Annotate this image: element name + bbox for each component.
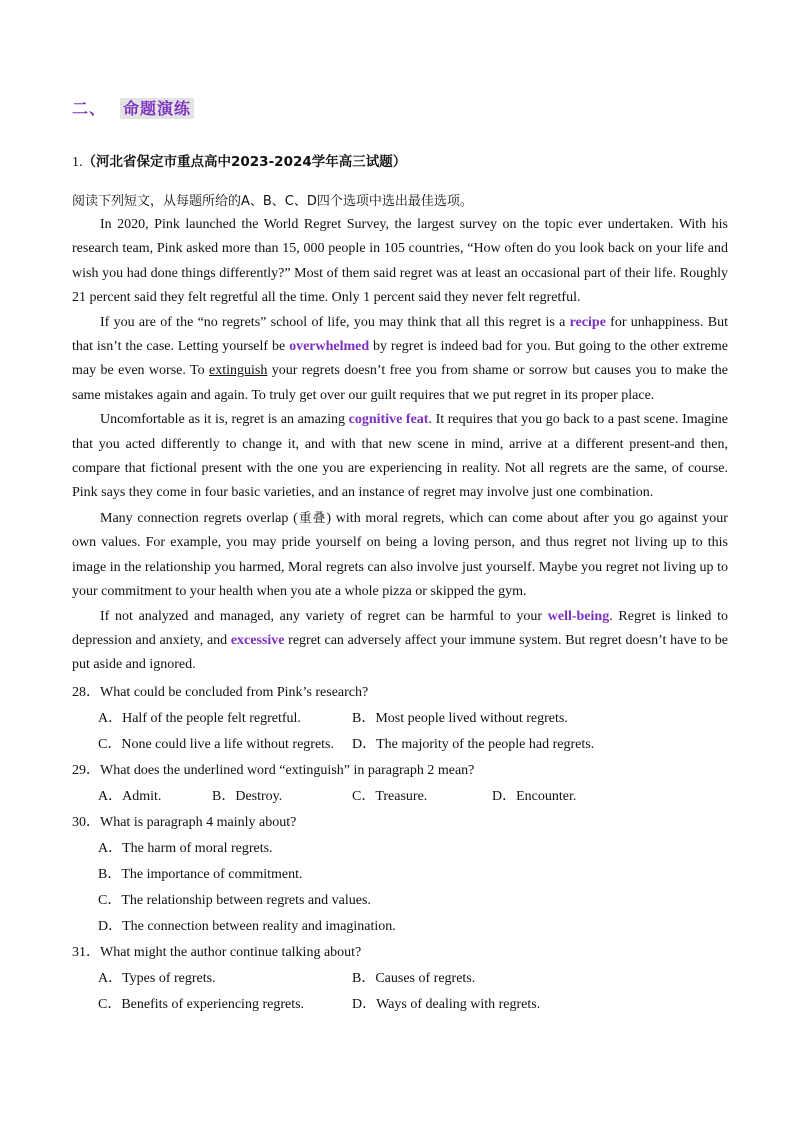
option-c[interactable]: C．Treasure.: [352, 789, 428, 804]
underlined-word: extinguish: [208, 363, 268, 379]
section-number: 二、: [72, 99, 107, 118]
option-row: [72, 992, 728, 1018]
option-row: [72, 888, 728, 914]
option-d[interactable]: D．The connection between reality and imagination.: [98, 919, 396, 934]
question-stem: 31．What might the author continue talking about?: [72, 945, 362, 960]
highlight-word: excessive: [230, 632, 285, 648]
option-a[interactable]: A．Types of regrets.: [98, 971, 216, 986]
instruction-text: 阅读下列短文，从每题所给的A、B、C、D四个选项中选出最佳选项。: [72, 194, 473, 209]
question-source-text: （河北省保定市重点高中2023-2024学年高三试题）: [82, 154, 407, 170]
option-row: [72, 784, 728, 810]
section-title: [72, 96, 194, 119]
option-c[interactable]: C．The relationship between regrets and values.: [98, 893, 371, 908]
question-source: [72, 150, 406, 171]
option-b[interactable]: B．Most people lived without regrets.: [352, 711, 568, 726]
question-list: [72, 680, 728, 1018]
question-stem: 30．What is paragraph 4 mainly about?: [72, 815, 297, 830]
option-d[interactable]: D．The majority of the people had regrets.: [352, 737, 595, 752]
option-row: [72, 914, 728, 940]
question-stem: 29．What does the underlined word “extinguish” in paragraph 2 mean?: [72, 763, 475, 778]
option-row: [72, 732, 728, 758]
option-row: [72, 706, 728, 732]
passage-paragraph-1: In 2020, Pink launched the World Regret Survey, the largest survey on the topic ever undertaken. With his research team, Pink asked more than 15, 000 people in 105 countries, “How often do you look back on your life and wish you had done things differently?” Most of them said regret was at least an occasional part of their life. Roughly 21 percent said they felt regretful all the time. Only 1 percent said they never felt regretful.: [72, 217, 728, 306]
option-row: [72, 966, 728, 992]
option-row: [72, 862, 728, 888]
reading-passage: [72, 213, 728, 678]
chinese-gloss: 重叠: [297, 509, 327, 525]
highlight-word: well-being: [547, 608, 610, 624]
question-number: 1.: [72, 155, 83, 170]
option-d[interactable]: D．Encounter.: [492, 789, 577, 804]
passage-paragraph-5: If not analyzed and managed, any variety of regret can be harmful to your well-being. Regret is linked to depression and anxiety, and excessive regret can adversely affect your immune system. But regret doesn’t have to be put aside and ignored.: [72, 608, 728, 673]
passage-paragraph-3: Uncomfortable as it is, regret is an amazing cognitive feat. It requires that you go back to a past scene. Imagine that you acted differently to change it, and with that new scene in mind, arrive at a different present-and then, compare that fictional present with the one you are experiencing in reality. Not all regrets are the same, of course. Pink says they come in four basic varieties, and an instance of regret may involve just one combination.: [72, 412, 729, 501]
option-d[interactable]: D．Ways of dealing with regrets.: [352, 997, 541, 1012]
option-a[interactable]: A．The harm of moral regrets.: [98, 841, 273, 856]
highlight-word: recipe: [569, 314, 606, 330]
passage-paragraph-2: If you are of the “no regrets” school of life, you may think that all this regret is a recipe for unhappiness. But that isn’t the case. Letting yourself be overwhelmed by regret is indeed bad for you. But going to the other extreme may be even worse. To extinguish your regrets doesn’t free you from shame or sorrow but causes you to make the same mistakes again and again. To truly get over our guilt requires that we put regret in its proper place.: [72, 314, 729, 403]
highlight-word: cognitive feat: [348, 412, 429, 428]
section-label: 命题演练: [120, 98, 194, 119]
option-a[interactable]: A．Half of the people felt regretful.: [98, 711, 301, 726]
passage-paragraph-4: Many connection regrets overlap (重叠) with moral regrets, which can come about after you go against your own values. For example, you may pride yourself on being a loving person, and thus regret not living up to this image in the relationship you harmed, Moral regrets can also involve just yourself. Maybe you regret not living up to your commitment to your health when you ate a whole pizza or skipped the gym.: [72, 509, 728, 600]
option-row: [72, 836, 728, 862]
option-c[interactable]: C．None could live a life without regrets.: [98, 737, 334, 752]
option-b[interactable]: B．The importance of commitment.: [98, 867, 303, 882]
question-stem: 28．What could be concluded from Pink’s research?: [72, 685, 369, 700]
option-c[interactable]: C．Benefits of experiencing regrets.: [98, 997, 305, 1012]
option-b[interactable]: B．Causes of regrets.: [352, 971, 476, 986]
option-a[interactable]: A．Admit.: [98, 789, 162, 804]
option-b[interactable]: B．Destroy.: [212, 789, 283, 804]
highlight-word: overwhelmed: [289, 339, 370, 355]
